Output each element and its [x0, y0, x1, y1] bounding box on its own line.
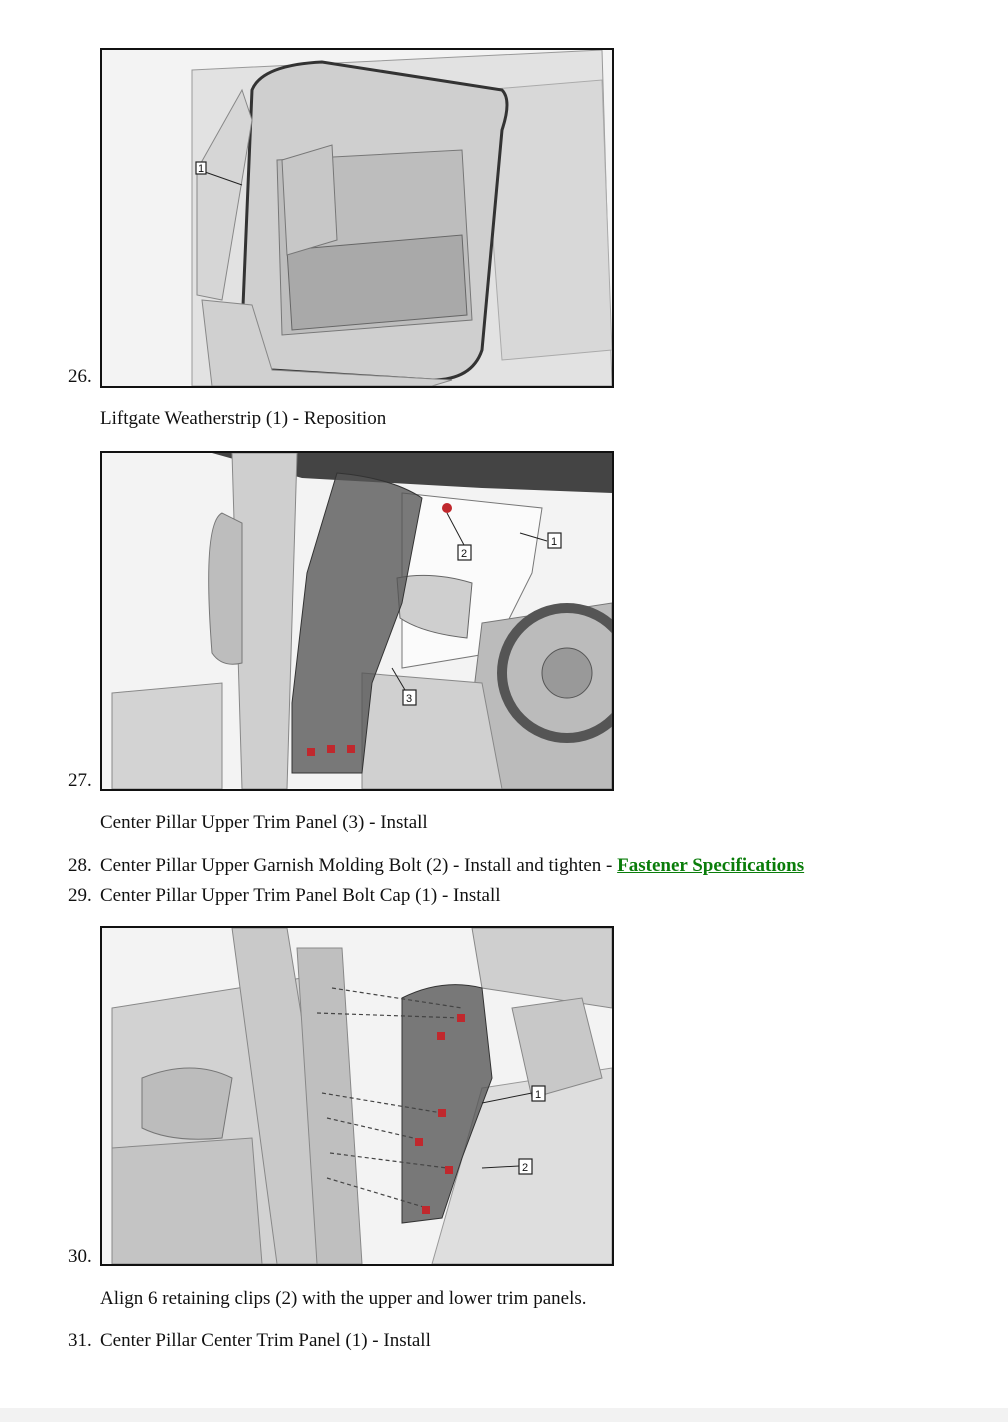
step-number: 27. — [68, 770, 92, 791]
step-number: 28. — [68, 855, 92, 876]
figure-liftgate-weatherstrip — [100, 48, 614, 388]
svg-text:1: 1 — [551, 536, 558, 548]
fastener-specifications-link[interactable]: Fastener Specifications — [617, 855, 805, 876]
step-text-body: Center Pillar Upper Garnish Molding Bolt (2) - Install and tighten - — [100, 855, 618, 876]
page-bottom-edge — [0, 1408, 1008, 1422]
step-number: 29. — [68, 885, 92, 906]
step-text: Center Pillar Upper Trim Panel Bolt Cap (1) - Install — [100, 885, 501, 906]
svg-text:1: 1 — [535, 1089, 542, 1101]
pillar-trim-illustration — [102, 453, 612, 789]
step-caption: Center Pillar Upper Trim Panel (3) - Install — [100, 812, 428, 833]
step-text: Center Pillar Center Trim Panel (1) - Install — [100, 1330, 431, 1351]
figure-center-pillar-center-trim — [100, 926, 614, 1266]
pillar-center-trim-illustration — [102, 928, 612, 1264]
step-number: 30. — [68, 1246, 92, 1267]
svg-text:2: 2 — [522, 1162, 529, 1174]
svg-text:3: 3 — [406, 693, 413, 705]
step-caption: Liftgate Weatherstrip (1) - Reposition — [100, 408, 387, 429]
liftgate-illustration — [102, 50, 612, 386]
figure-center-pillar-upper-trim — [100, 451, 614, 791]
step-number: 26. — [68, 366, 92, 387]
step-text — [100, 855, 804, 877]
step-number: 31. — [68, 1330, 92, 1351]
svg-text:2: 2 — [461, 548, 468, 560]
step-caption: Align 6 retaining clips (2) with the upper and lower trim panels. — [100, 1288, 587, 1309]
svg-text:1: 1 — [198, 163, 205, 175]
